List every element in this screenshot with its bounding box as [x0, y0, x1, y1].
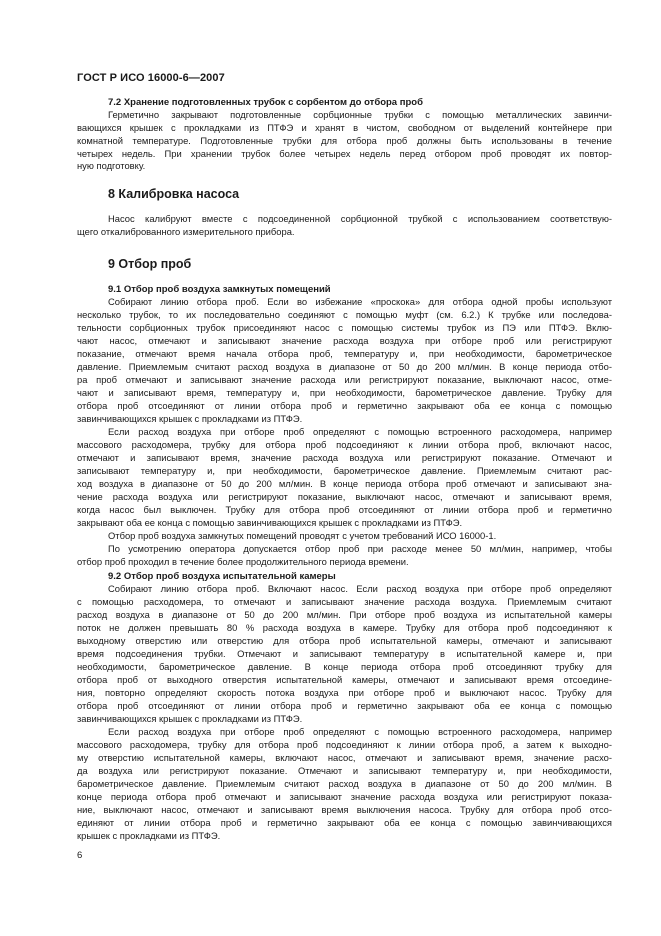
body-line: единяют от линии отбора проб и герметично закрывают оба ее конца с помощью завинчивающихся	[77, 818, 612, 828]
body-line: Насос калибруют вместе с подсоединенной сорбционной трубкой с использованием соответствую-	[108, 214, 612, 224]
body-line: ние, выключают насос, отмечают и записывают время выключения насоса. Трубку для отбора проб отсо-	[77, 805, 612, 815]
body-line: отбора проб отсоединяют от линии отбора проб и герметично закрывают оба ее конца с помощью	[77, 401, 612, 411]
body-line: четырех недель. При хранении трубок более четырех недель перед отбором проб проводят их повтор-	[77, 149, 612, 159]
body-line: чают насос, отмечают и записывают значение расхода воздуха при отборе проб или регистрируют	[77, 336, 612, 346]
body-line: Собирают линию отбора проб. Если во избежание «проскока» для отбора одной пробы используют	[108, 297, 612, 307]
section-9-1-heading: 9.1 Отбор проб воздуха замкнутых помещений	[108, 284, 331, 295]
body-line: комнатной температуре. Подготовленные трубки для отбора проб должны быть использованы в течение	[77, 136, 612, 146]
body-line: конце периода отбора проб отмечают и записывают значение расхода воздуха или регистрируют показа-	[77, 792, 612, 802]
body-line: барометрическое давление. Приемлемым считают расход воздуха в диапазоне от 50 до 200 мл/мин. В	[77, 779, 612, 789]
body-line: Отбор проб воздуха замкнутых помещений проводят с учетом требований ИСО 16000-1.	[108, 530, 497, 541]
body-line: массового расходомера, трубку для отбора проб подсоединяют к линии отбора проб, включают насос,	[77, 440, 612, 450]
body-line: записывают температуру и, при необходимости, барометрическое давление. Приемлемым считают рас-	[77, 466, 612, 476]
body-line: время подсоединения трубки. Отмечают и записывают температуру в испытательной камере и, при	[77, 649, 612, 659]
body-line: чение расхода воздуха или регистрируют показание, выключают насос, отмечают и записывают время,	[77, 492, 612, 502]
body-line: несколько трубок, то их последовательно соединяют с помощью муфт (см. 6.2.) К трубке или последова-	[77, 310, 612, 320]
body-line: показание, отмечают время начала отбора проб, температуру и, при необходимости, барометрическое	[77, 349, 612, 359]
body-line: отмечают и записывают время, значение расхода воздуха или регистрируют показание. Отмечают и	[77, 453, 612, 463]
body-line: отбор проб проходил в течение более продолжительного периода времени.	[77, 556, 409, 567]
body-line: с помощью расходомера, то отмечают и записывают значение расхода воздуха. Приемлемым считают	[77, 597, 612, 607]
body-line: завинчивающихся крышек с прокладками из ПТФЭ.	[77, 413, 303, 424]
body-line: тельности сорбционных трубок присоединяют насос с помощью системы трубок из ПЭ или ПТФЭ. Вклю-	[77, 323, 612, 333]
body-line: Герметично закрывают подготовленные сорбционные трубки с помощью металлических завинчи-	[108, 110, 612, 120]
body-line: крышек с прокладками из ПТФЭ.	[77, 830, 221, 841]
body-line: Собирают линию отбора проб. Включают насос. Если расход воздуха при отборе проб определяют	[108, 584, 612, 594]
body-line: чают и записывают время, температуру и, при необходимости, барометрическое давление. Трубку для	[77, 388, 612, 398]
body-line: да воздуха или регистрируют показание. Отмечают и записывают температуру и, при необходимости,	[77, 766, 612, 776]
body-line: закрывают оба ее конца с помощью завинчивающихся крышек с прокладками из ПТФЭ.	[77, 517, 463, 528]
body-line: щего откалиброванного измерительного прибора.	[77, 226, 295, 237]
body-line: когда насос был выключен. Трубку для отбора проб отсоединяют от линии отбора проб и герметично	[77, 505, 612, 515]
body-line: давление. Приемлемым считают расход воздуха в диапазоне от 50 до 200 мл/мин. В конце периода отбо-	[77, 362, 612, 372]
body-line: ра проб отмечают и записывают значение расхода или регистрируют показание, выключают насос, отме-	[77, 375, 612, 385]
body-line: отбора проб от выходного отверстия испытательной камеры, отмечают и записывают время отсоедине-	[77, 675, 612, 685]
body-line: поток не должен превышать 80 % расхода воздуха в камере. Трубку для отбора проб подсоединяют к	[77, 623, 612, 633]
body-line: необходимости, барометрическое давление. В конце периода отбора проб отсоединяют трубку для	[77, 662, 612, 672]
running-header: ГОСТ Р ИСО 16000-6—2007	[77, 72, 225, 84]
body-line: По усмотрению оператора допускается отбор проб при расходе менее 50 мл/мин, например, чтобы	[108, 544, 612, 554]
body-line: ную подготовку.	[77, 160, 146, 171]
section-7-2-heading: 7.2 Хранение подготовленных трубок с сорбентом до отбора проб	[108, 97, 423, 108]
section-9-2-heading: 9.2 Отбор проб воздуха испытательной камеры	[108, 571, 336, 582]
page-number: 6	[77, 850, 83, 861]
body-line: завинчивающихся крышек с прокладками из ПТФЭ.	[77, 713, 303, 724]
body-line: массового расходомера, трубку для отбора проб подсоединяют к линии отбора проб, а затем к выходно-	[77, 740, 612, 750]
body-line: ход воздуха в диапазоне от 50 до 200 мл/мин. В конце периода отбора проб отмечают и записывают зна-	[77, 479, 612, 489]
body-line: отбора проб отсоединяют от линии отбора проб и герметично закрывают оба ее конца с помощью	[77, 701, 612, 711]
body-line: выходному отверстию или отверстию для отбора проб испытательной камеры, отмечают и записывают	[77, 636, 612, 646]
body-line: ния, повторно определяют скорость потока воздуха при отборе проб и выключают насос. Трубку для	[77, 688, 612, 698]
body-line: Если расход воздуха при отборе проб определяют с помощью встроенного расходомера, например	[108, 727, 612, 737]
body-line: вающихся крышек с прокладками из ПТФЭ и хранят в чистом, свободном от выделений контейнере при	[77, 123, 612, 133]
section-9-heading: 9 Отбор проб	[108, 257, 192, 271]
section-8-heading: 8 Калибровка насоса	[108, 187, 240, 201]
body-line: Если расход воздуха при отборе проб определяют с помощью встроенного расходомера, например	[108, 427, 612, 437]
body-line: му отверстию испытательной камеры, включают насос, отмечают и записывают время, значение расхо-	[77, 753, 612, 763]
body-line: расход воздуха в диапазоне от 50 до 200 мл/мин. При отборе проб воздуха из испытательной камеры	[77, 610, 612, 620]
